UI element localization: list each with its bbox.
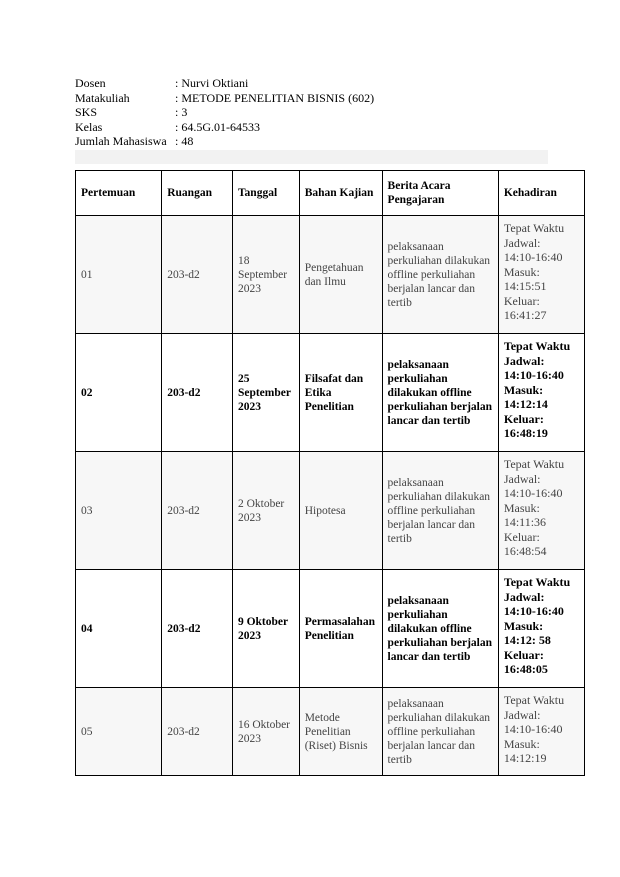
bahan-cell: Metode Penelitian (Riset) Bisnis: [299, 688, 382, 776]
kehadiran-keluar-value: 16:48:54: [503, 544, 547, 558]
kehadiran-keluar-label: Keluar:: [503, 529, 540, 544]
sks-label: SKS: [75, 105, 98, 119]
kehadiran-masuk-value: 14:11:36: [503, 515, 547, 529]
kehadiran-keluar-value: 16:48:05: [503, 662, 548, 676]
ruangan-cell: 203-d2: [162, 334, 233, 452]
berita-cell: pelaksanaan perkuliahan dilakukan offline perkuliahan berjalan lancar dan tertib: [382, 216, 498, 334]
kehadiran-status: Tepat Waktu: [503, 575, 571, 589]
jumlah-row: [75, 134, 545, 149]
course-info-header: [75, 76, 545, 149]
sks-value: : 3: [175, 105, 188, 119]
kehadiran-cell: [498, 452, 584, 570]
berita-cell: pelaksanaan perkuliahan dilakukan offline perkuliahan berjalan lancar dan tertib: [382, 688, 498, 776]
col-header-berita-acara: Berita Acara Pengajaran: [382, 171, 498, 216]
table-row: [76, 216, 585, 334]
kehadiran-cell: [498, 688, 584, 776]
pertemuan-cell: 02: [76, 334, 162, 452]
berita-cell: pelaksanaan perkuliahan dilakukan offline perkuliahan berjalan lancar dan tertib: [382, 452, 498, 570]
tanggal-cell: 9 Oktober 2023: [232, 570, 299, 688]
berita-cell: pelaksanaan perkuliahan dilakukan offline perkuliahan berjalan lancar dan tertib: [382, 334, 498, 452]
kelas-row: [75, 120, 545, 135]
ruangan-cell: 203-d2: [162, 216, 233, 334]
kehadiran-keluar-label: Keluar:: [503, 647, 544, 662]
kehadiran-jadwal-label: Jadwal:: [503, 589, 545, 604]
dosen-row: [75, 76, 545, 91]
kehadiran-jadwal-label: Jadwal:: [503, 471, 541, 486]
kehadiran-masuk-label: Masuk:: [503, 736, 540, 751]
separator-band: [75, 150, 548, 164]
kehadiran-masuk-label: Masuk:: [503, 264, 540, 279]
table-header-row: [76, 171, 585, 216]
col-header-tanggal: Tanggal: [232, 171, 299, 216]
table-row: [76, 334, 585, 452]
table-row: [76, 688, 585, 776]
kehadiran-status: Tepat Waktu: [503, 457, 565, 471]
kehadiran-status: Tepat Waktu: [503, 339, 571, 353]
tanggal-cell: 18 September 2023: [232, 216, 299, 334]
tanggal-cell: 2 Oktober 2023: [232, 452, 299, 570]
kehadiran-masuk-value: 14:12:19: [503, 751, 547, 765]
jumlah-label: Jumlah Mahasiswa: [75, 134, 167, 148]
col-header-ruangan: Ruangan: [162, 171, 233, 216]
kehadiran-jadwal-value: 14:10-16:40: [503, 486, 563, 500]
bahan-cell: Permasalahan Penelitian: [299, 570, 382, 688]
ruangan-cell: 203-d2: [162, 688, 233, 776]
kelas-value: : 64.5G.01-64533: [175, 119, 260, 134]
pertemuan-cell: 05: [76, 688, 162, 776]
kehadiran-jadwal-label: Jadwal:: [503, 707, 541, 722]
bahan-cell: Pengetahuan dan Ilmu: [299, 216, 382, 334]
kehadiran-jadwal-value: 14:10-16:40: [503, 250, 563, 264]
kehadiran-keluar-label: Keluar:: [503, 293, 540, 308]
tanggal-cell: 25 September 2023: [232, 334, 299, 452]
kehadiran-keluar-value: 16:41:27: [503, 308, 547, 322]
kehadiran-masuk-value: 14:15:51: [503, 279, 547, 293]
sks-row: [75, 105, 545, 120]
pertemuan-cell: 03: [76, 452, 162, 570]
kehadiran-jadwal-value: 14:10-16:40: [503, 368, 564, 382]
kehadiran-masuk-label: Masuk:: [503, 382, 544, 397]
pertemuan-cell: 04: [76, 570, 162, 688]
matakuliah-label: Matakuliah: [75, 90, 130, 105]
kelas-label: Kelas: [75, 119, 103, 134]
table-row: [76, 570, 585, 688]
kehadiran-keluar-value: 16:48:19: [503, 426, 548, 440]
ruangan-cell: 203-d2: [162, 452, 233, 570]
kehadiran-cell: [498, 570, 584, 688]
tanggal-cell: 16 Oktober 2023: [232, 688, 299, 776]
kehadiran-jadwal-label: Jadwal:: [503, 235, 541, 250]
dosen-label: Dosen: [75, 76, 106, 90]
matakuliah-row: [75, 91, 545, 106]
bahan-cell: Hipotesa: [299, 452, 382, 570]
kehadiran-jadwal-label: Jadwal:: [503, 353, 545, 368]
bahan-cell: Filsafat dan Etika Penelitian: [299, 334, 382, 452]
kehadiran-masuk-label: Masuk:: [503, 500, 540, 515]
matakuliah-value: : METODE PENELITIAN BISNIS (602): [175, 90, 375, 105]
berita-cell: pelaksanaan perkuliahan dilakukan offline perkuliahan berjalan lancar dan tertib: [382, 570, 498, 688]
kehadiran-cell: [498, 334, 584, 452]
pertemuan-cell: 01: [76, 216, 162, 334]
jumlah-value: : 48: [175, 134, 194, 148]
kehadiran-jadwal-value: 14:10-16:40: [503, 722, 563, 736]
table-row: [76, 452, 585, 570]
ruangan-cell: 203-d2: [162, 570, 233, 688]
kehadiran-masuk-value: 14:12: 58: [503, 633, 551, 647]
col-header-pertemuan: Pertemuan: [76, 171, 162, 216]
dosen-value: : Nurvi Oktiani: [175, 76, 249, 90]
kehadiran-cell: [498, 216, 584, 334]
kehadiran-keluar-label: Keluar:: [503, 411, 544, 426]
col-header-kehadiran: Kehadiran: [498, 171, 584, 216]
attendance-table: [75, 170, 585, 776]
kehadiran-masuk-value: 14:12:14: [503, 397, 548, 411]
kehadiran-jadwal-value: 14:10-16:40: [503, 604, 564, 618]
kehadiran-status: Tepat Waktu: [503, 221, 565, 235]
col-header-bahan-kajian: Bahan Kajian: [299, 171, 382, 216]
kehadiran-status: Tepat Waktu: [503, 693, 565, 707]
kehadiran-masuk-label: Masuk:: [503, 618, 544, 633]
